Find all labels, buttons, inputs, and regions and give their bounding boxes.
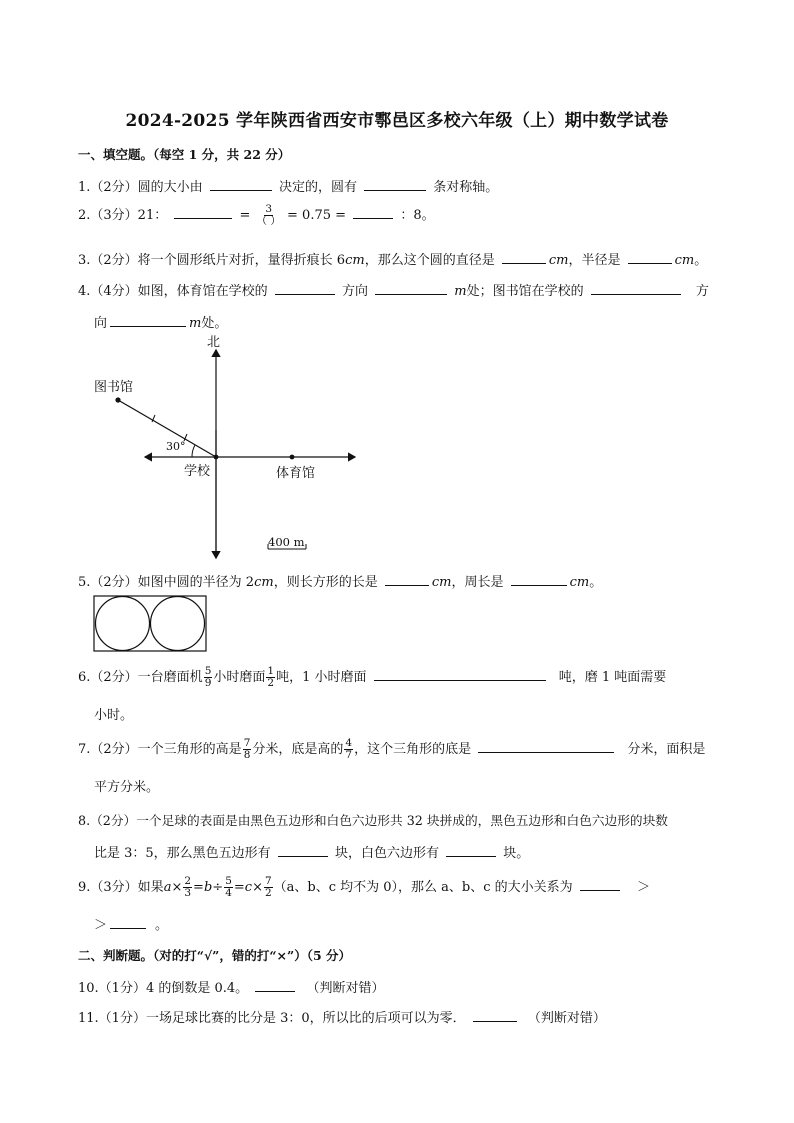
answer-blank[interactable] [473,1009,517,1022]
answer-blank[interactable] [174,206,232,219]
library-point [115,397,120,402]
answer-blank[interactable] [591,282,681,295]
question-10: 10.（1分）4 的倒数是 0.4。 （判断对错） [78,981,385,996]
question-1: 1.（2分）圆的大小由 决定的，圆有 条对称轴。 [78,180,499,195]
section-heading-fill-blank: 一、填空题。（每空 1 分，共 22 分） [78,147,291,162]
rectangle-circles-figure [93,595,208,653]
fraction: $\frac{1}{2}$ [267,665,275,689]
section-heading-judgement: 二、判断题。（对的打“√”，错的打“×”）（5 分） [78,948,351,963]
question-4: 4.（4分）如图，体育馆在学校的 方向 m处；图书馆在学校的 方 [78,284,709,299]
fraction: $\frac{2}{3}$ [184,875,192,899]
answer-blank[interactable] [364,178,426,191]
question-7-continued: 平方分米。 [94,780,160,795]
question-7: 7.（2分）一个三角形的高是 $\frac{7}{8}$ 分米，底是高的 $\frac{4}{7}$ ，这个三角形的底是 分米，面积是 [78,737,706,761]
school-point [214,455,219,460]
direction-map-figure [80,330,380,565]
question-8: 8.（2分）一个足球的表面是由黑色五边形和白色六边形共 32 块拼成的，黑色五边形和白色六边形的块数 [78,813,668,828]
angle-label: 30° [166,440,186,453]
answer-blank[interactable] [278,844,328,857]
school-label: 学校 [184,464,211,479]
question-8-continued: 比是 3：5，那么黑色五边形有 块，白色六边形有 块。 [94,846,530,861]
question-6: 6.（2分）一台磨面机 $\frac{5}{9}$ 小时磨面 $\frac{1}{2}$ 吨，1 小时磨面 吨，磨 1 吨面需要 [78,665,667,689]
question-9-continued: ＞ 。 [94,918,169,933]
library-label: 图书馆 [94,380,134,395]
answer-blank[interactable] [628,251,672,264]
fraction: $\frac{3}{( )}$ [256,203,281,227]
answer-blank[interactable] [375,282,447,295]
question-11: 11.（1分）一场足球比赛的比分是 3：0，所以比的后项可以为零． （判断对错） [78,1011,606,1026]
fraction: $\frac{5}{9}$ [204,665,212,689]
gym-label: 体育馆 [276,466,316,481]
answer-blank[interactable] [446,844,496,857]
circle-shape [96,597,150,651]
answer-blank[interactable] [385,573,429,586]
fraction: $\frac{7}{8}$ [243,737,251,761]
scale-label: 400 m [268,535,305,549]
answer-blank[interactable] [110,916,146,929]
page-title: 2024-2025 学年陕西省西安市鄠邑区多校六年级（上）期中数学试卷 [125,111,669,131]
answer-blank[interactable] [255,979,295,992]
fraction: $\frac{7}{2}$ [264,875,272,899]
gym-point [290,455,295,460]
fraction: $\frac{4}{7}$ [345,737,353,761]
question-2: 2.（3分）21： = $\frac{3}{( )}$ = 0.75 = ：8。 [78,203,435,227]
answer-blank[interactable] [275,282,335,295]
question-4-continued: 向 m处。 [94,316,228,331]
question-3: 3.（2分）将一个圆形纸片对折，量得折痕长 6cm，那么这个圆的直径是 cm，半径是 cm。 [78,253,708,268]
north-label: 北 [207,335,221,350]
answer-blank[interactable] [580,878,620,891]
answer-blank[interactable] [210,178,272,191]
question-6-continued: 小时。 [94,708,134,723]
answer-blank[interactable] [502,251,546,264]
answer-blank[interactable] [511,573,567,586]
question-5: 5.（2分）如图中圆的半径为 2cm，则长方形的长是 cm，周长是 cm。 [78,575,603,590]
question-9: 9.（3分）如果a× $\frac{2}{3}$ =b÷ $\frac{5}{4}$ =c× $\frac{7}{2}$ （a、b、c 均不为 0），那么 a、b、c 的大小关系为 ＞ [78,875,650,899]
answer-blank[interactable] [478,740,614,753]
fraction: $\frac{5}{4}$ [225,875,232,899]
circle-shape [151,597,205,651]
answer-blank[interactable] [374,668,546,681]
answer-blank[interactable] [110,314,186,327]
answer-blank[interactable] [353,206,393,219]
